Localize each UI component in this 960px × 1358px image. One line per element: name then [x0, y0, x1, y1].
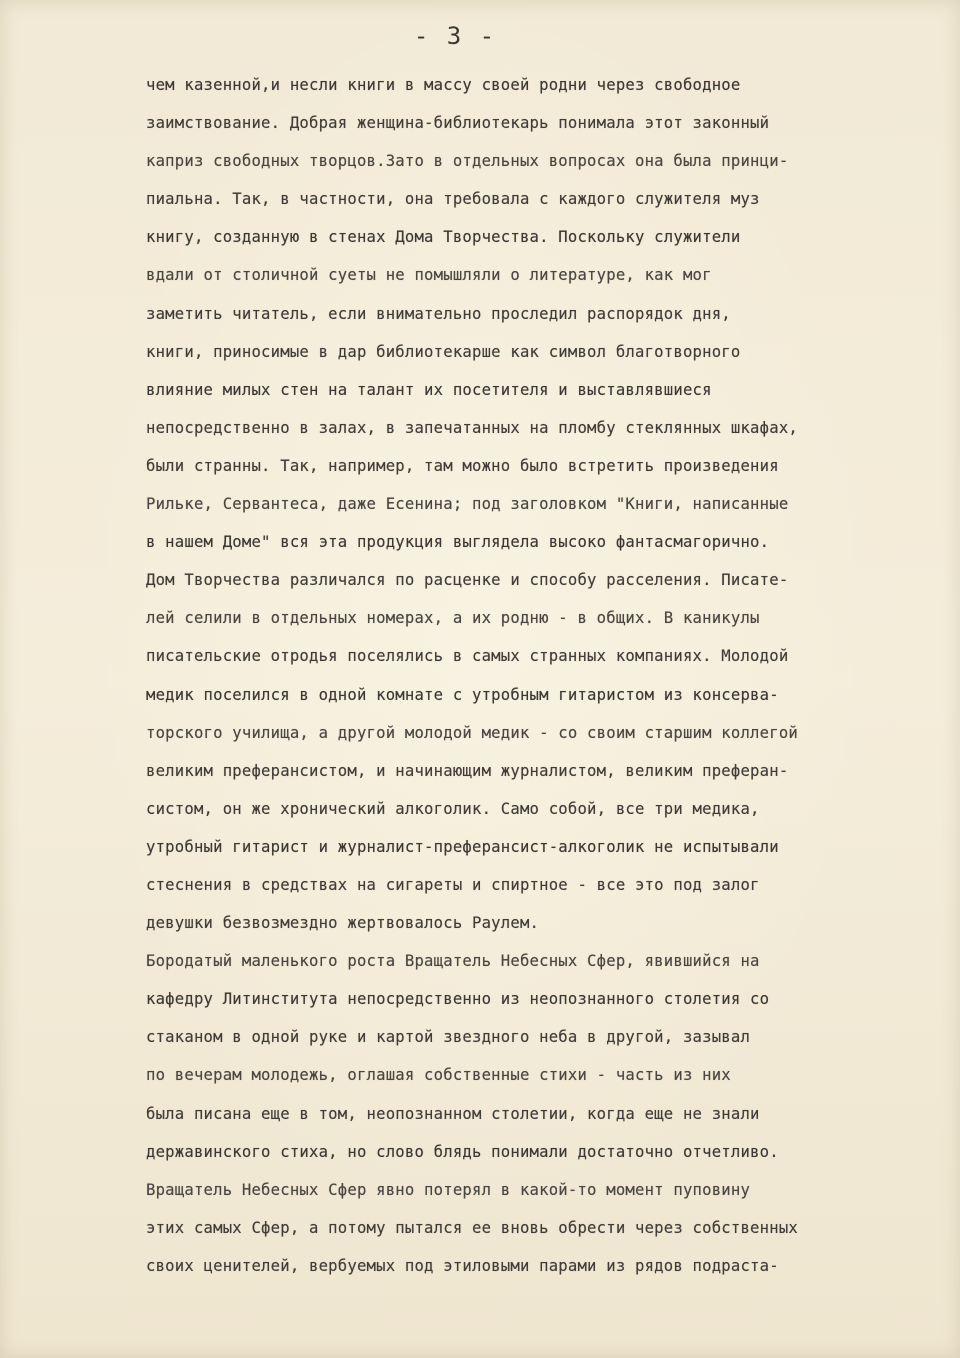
typed-text-body — [146, 66, 946, 1285]
text-line: систом, он же хронический алкоголик. Само собой, все три медика, — [146, 799, 760, 818]
text-line: Вращатель Небесных Сфер явно потерял в какой-то момент пуповину — [146, 1180, 751, 1199]
text-line: чем казенной,и несли книги в массу своей родни через свободное — [146, 76, 741, 94]
text-line: кафедру Литинститута непосредственно из неопознанного столетия со — [146, 990, 770, 1009]
text-line: книги, приносимые в дар библиотекарше как символ благотворного — [146, 342, 741, 361]
text-line: стеснения в средствах на сигареты и спиртное - все это под залог — [146, 875, 760, 894]
text-line: по вечерам молодежь, оглашая собственные стихи - часть из них — [146, 1066, 731, 1085]
text-line: писательские отродья поселялись в самых странных компаниях. Молодой — [146, 647, 789, 666]
text-line: Дом Творчества различался по расценке и способу расселения. Писате- — [146, 571, 789, 590]
text-line: стаканом в одной руке и картой звездного неба в другой, зазывал — [146, 1028, 751, 1047]
text-line: великим преферансистом, и начинающим журналистом, великим преферан- — [146, 761, 789, 780]
text-line: вдали от столичной суеты не помышляли о литературе, как мог — [146, 266, 712, 285]
text-line: медик поселился в одной комнате с утробным гитаристом из консерва- — [146, 685, 779, 704]
text-line: влияние милых стен на талант их посетителя и выставлявшиеся — [146, 380, 712, 399]
text-line: непосредственно в залах, в запечатанных на пломбу стеклянных шкафах, — [146, 418, 798, 437]
text-line: этих самых Сфер, а потому пытался ее вновь обрести через собственных — [146, 1218, 798, 1237]
text-line: державинского стиха, но слово блядь понимали достаточно отчетливо. — [146, 1142, 779, 1161]
text-line: утробный гитарист и журналист-преферансист-алкоголик не испытывали — [146, 837, 779, 856]
text-line: лей селили в отдельных номерах, а их родню - в общих. В каникулы — [146, 609, 760, 628]
text-line: девушки безвозмездно жертвовалось Раулем. — [146, 914, 540, 933]
text-line: книгу, созданную в стенах Дома Творчества. Поскольку служители — [146, 228, 741, 247]
text-line: своих ценителей, вербуемых под этиловыми парами из рядов подраста- — [146, 1256, 779, 1275]
text-line: пиальна. Так, в частности, она требовала с каждого служителя муз — [146, 190, 760, 209]
text-line: Бородатый маленького роста Вращатель Небесных Сфер, явившийся на — [146, 952, 760, 971]
text-line: была писана еще в том, неопознанном столетии, когда еще не знали — [146, 1104, 760, 1123]
text-line: Рильке, Сервантеса, даже Есенина; под заголовком "Книги, написанные — [146, 495, 789, 514]
text-line: были странны. Так, например, там можно было встретить произведения — [146, 456, 779, 475]
text-line: заметить читатель, если внимательно проследил распорядок дня, — [146, 304, 731, 323]
text-line: каприз свободных творцов.Зато в отдельных вопросах она была принци- — [146, 152, 789, 171]
text-line: заимствование. Добрая женщина-библиотекарь понимала этот законный — [146, 114, 770, 133]
text-line: торского училища, а другой молодой медик - со своим старшим коллегой — [146, 723, 798, 742]
page-number: - 3 - — [413, 22, 497, 50]
text-line: в нашем Доме" вся эта продукция выглядела высоко фантасмагорично. — [146, 533, 770, 552]
